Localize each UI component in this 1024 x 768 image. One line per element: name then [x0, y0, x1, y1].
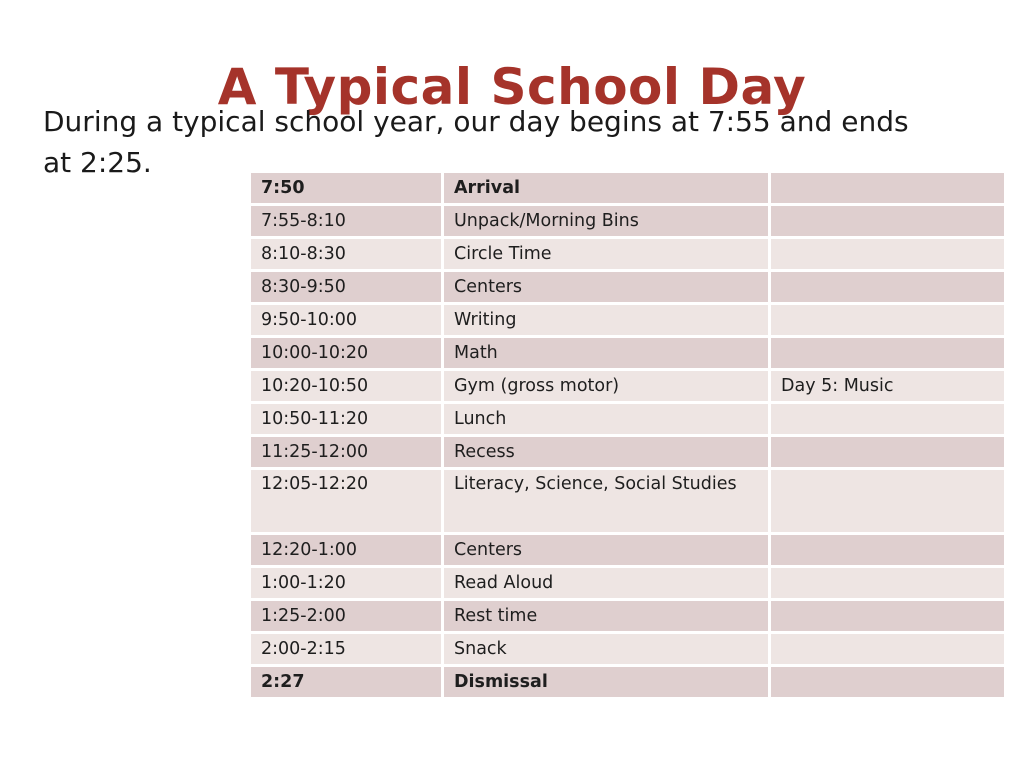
activity-cell: Read Aloud	[443, 567, 770, 600]
time-cell: 9:50-10:00	[250, 304, 443, 337]
time-cell: 8:30-9:50	[250, 271, 443, 304]
time-cell: 11:25-12:00	[250, 436, 443, 469]
activity-cell: Writing	[443, 304, 770, 337]
table-row	[250, 436, 1006, 469]
note-cell	[770, 238, 1006, 271]
note-cell	[770, 534, 1006, 567]
note-cell	[770, 271, 1006, 304]
note-cell	[770, 205, 1006, 238]
table-row	[250, 271, 1006, 304]
page-title: A Typical School Day	[217, 57, 807, 116]
time-cell: 10:50-11:20	[250, 403, 443, 436]
table-row	[250, 172, 1006, 205]
note-cell	[770, 666, 1006, 699]
activity-cell: Dismissal	[443, 666, 770, 699]
time-cell: 2:00-2:15	[250, 633, 443, 666]
activity-cell: Lunch	[443, 403, 770, 436]
note-cell	[770, 469, 1006, 534]
note-cell	[770, 172, 1006, 205]
activity-cell: Gym (gross motor)	[443, 370, 770, 403]
activity-cell: Arrival	[443, 172, 770, 205]
time-cell: 1:25-2:00	[250, 600, 443, 633]
time-cell: 8:10-8:30	[250, 238, 443, 271]
activity-cell: Rest time	[443, 600, 770, 633]
note-cell	[770, 337, 1006, 370]
time-cell: 1:00-1:20	[250, 567, 443, 600]
time-cell: 7:50	[250, 172, 443, 205]
table-row	[250, 469, 1006, 534]
activity-cell: Recess	[443, 436, 770, 469]
note-cell	[770, 633, 1006, 666]
table-row	[250, 567, 1006, 600]
table-row	[250, 403, 1006, 436]
note-cell	[770, 436, 1006, 469]
table-row	[250, 633, 1006, 666]
intro-text: During a typical school year, our day begins at 7:55 and ends at 2:25.	[43, 105, 909, 179]
table-row	[250, 600, 1006, 633]
activity-cell: Centers	[443, 534, 770, 567]
activity-cell: Math	[443, 337, 770, 370]
time-cell: 2:27	[250, 666, 443, 699]
note-cell	[770, 600, 1006, 633]
note-cell	[770, 403, 1006, 436]
table-row	[250, 238, 1006, 271]
table-row	[250, 337, 1006, 370]
time-cell: 10:20-10:50	[250, 370, 443, 403]
activity-cell: Snack	[443, 633, 770, 666]
table-row	[250, 370, 1006, 403]
table-row	[250, 534, 1006, 567]
activity-cell: Literacy, Science, Social Studies	[443, 469, 770, 534]
activity-cell: Centers	[443, 271, 770, 304]
time-cell: 12:05-12:20	[250, 469, 443, 534]
time-cell: 7:55-8:10	[250, 205, 443, 238]
activity-cell: Unpack/Morning Bins	[443, 205, 770, 238]
activity-cell: Circle Time	[443, 238, 770, 271]
note-cell: Day 5: Music	[770, 370, 1006, 403]
time-cell: 12:20-1:00	[250, 534, 443, 567]
time-cell: 10:00-10:20	[250, 337, 443, 370]
note-cell	[770, 567, 1006, 600]
table-row	[250, 666, 1006, 699]
note-cell	[770, 304, 1006, 337]
table-row	[250, 304, 1006, 337]
table-row	[250, 205, 1006, 238]
schedule-table	[248, 170, 1007, 700]
